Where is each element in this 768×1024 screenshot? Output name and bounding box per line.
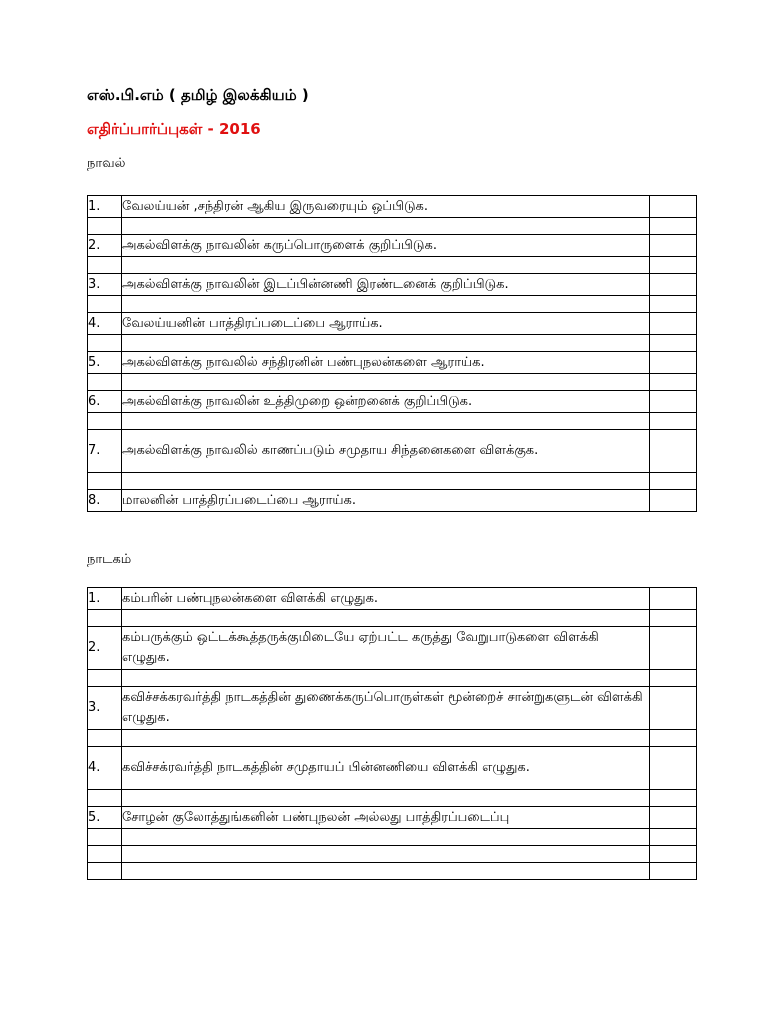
question-number: 8. (88, 490, 122, 512)
spacer-row (88, 473, 697, 490)
question-row (88, 391, 697, 413)
question-row (88, 490, 697, 512)
question-row (88, 807, 697, 829)
question-number: 4. (88, 313, 122, 335)
question-text: அகல்விளக்கு நாவலில் காணப்படும் சமுதாய சிந்தனைகளை விளக்குக. (122, 430, 650, 473)
section-heading-novel: நாவல் (87, 156, 126, 171)
question-row (88, 687, 697, 730)
answer-cell (650, 807, 697, 829)
question-number: 6. (88, 391, 122, 413)
answer-cell (650, 352, 697, 374)
answer-cell (650, 687, 697, 730)
question-row (88, 627, 697, 670)
spacer-row (88, 218, 697, 235)
question-text: வேலய்யனின் பாத்திரப்படைப்பை ஆராய்க. (122, 313, 650, 335)
spacer-row (88, 790, 697, 807)
answer-cell (650, 627, 697, 670)
question-row (88, 747, 697, 790)
spacer-row (88, 730, 697, 747)
question-text: கம்பரின் பண்புநலன்களை விளக்கி எழுதுக. (122, 588, 650, 610)
novel-questions-table (87, 195, 697, 512)
question-text: அகல்விளக்கு நாவலின் இடப்பின்னணி இரண்டனைக் குறிப்பிடுக. (122, 274, 650, 296)
question-number: 4. (88, 747, 122, 790)
answer-cell (650, 588, 697, 610)
answer-cell (650, 391, 697, 413)
question-number: 1. (88, 196, 122, 218)
question-number: 2. (88, 627, 122, 670)
drama-questions-table (87, 587, 697, 880)
question-number: 2. (88, 235, 122, 257)
question-text: கம்பருக்கும் ஒட்டக்கூத்தருக்குமிடையே ஏற்பட்ட கருத்து வேறுபாடுகளை விளக்கி எழுதுக. (122, 627, 650, 670)
section-heading-drama: நாடகம் (87, 552, 132, 567)
document-title: எஸ்.பி.எம் ( தமிழ் இலக்கியம் ) (87, 86, 309, 104)
answer-cell (650, 490, 697, 512)
question-row (88, 274, 697, 296)
question-row (88, 352, 697, 374)
question-number: 3. (88, 687, 122, 730)
question-text: சோழன் குலோத்துங்கனின் பண்புநலன் அல்லது பாத்திரப்படைப்பு (122, 807, 650, 829)
question-text: கவிச்சக்ரவர்த்தி நாடகத்தின் சமுதாயப் பின்னணியை விளக்கி எழுதுக. (122, 747, 650, 790)
spacer-row (88, 257, 697, 274)
question-row (88, 235, 697, 257)
answer-cell (650, 747, 697, 790)
spacer-row (88, 335, 697, 352)
question-row (88, 313, 697, 335)
answer-cell (650, 430, 697, 473)
question-text: கவிச்சக்கரவர்த்தி நாடகத்தின் துணைக்கருப்பொருள்கள் மூன்றைச் சான்றுகளுடன் விளக்கி எழுதுக. (122, 687, 650, 730)
question-text: அகல்விளக்கு நாவலின் கருப்பொருளைக் குறிப்பிடுக. (122, 235, 650, 257)
question-number: 5. (88, 352, 122, 374)
question-number: 3. (88, 274, 122, 296)
question-text: வேலய்யன் ,சந்திரன் ஆகிய இருவரையும் ஒப்பிடுக. (122, 196, 650, 218)
answer-cell (650, 196, 697, 218)
spacer-row (88, 863, 697, 880)
question-row (88, 430, 697, 473)
question-row (88, 588, 697, 610)
spacer-row (88, 374, 697, 391)
question-number: 1. (88, 588, 122, 610)
spacer-row (88, 829, 697, 846)
spacer-row (88, 413, 697, 430)
answer-cell (650, 235, 697, 257)
spacer-row (88, 610, 697, 627)
question-row (88, 196, 697, 218)
spacer-row (88, 296, 697, 313)
answer-cell (650, 313, 697, 335)
question-text: அகல்விளக்கு நாவலில் சந்திரனின் பண்புநலன்களை ஆராய்க. (122, 352, 650, 374)
document-subtitle: எதிர்ப்பார்ப்புகள் - 2016 (87, 120, 261, 138)
spacer-row (88, 846, 697, 863)
question-text: அகல்விளக்கு நாவலின் உத்திமுறை ஒன்றனைக் குறிப்பிடுக. (122, 391, 650, 413)
answer-cell (650, 274, 697, 296)
question-text: மாலனின் பாத்திரப்படைப்பை ஆராய்க. (122, 490, 650, 512)
question-number: 5. (88, 807, 122, 829)
question-number: 7. (88, 430, 122, 473)
spacer-row (88, 670, 697, 687)
